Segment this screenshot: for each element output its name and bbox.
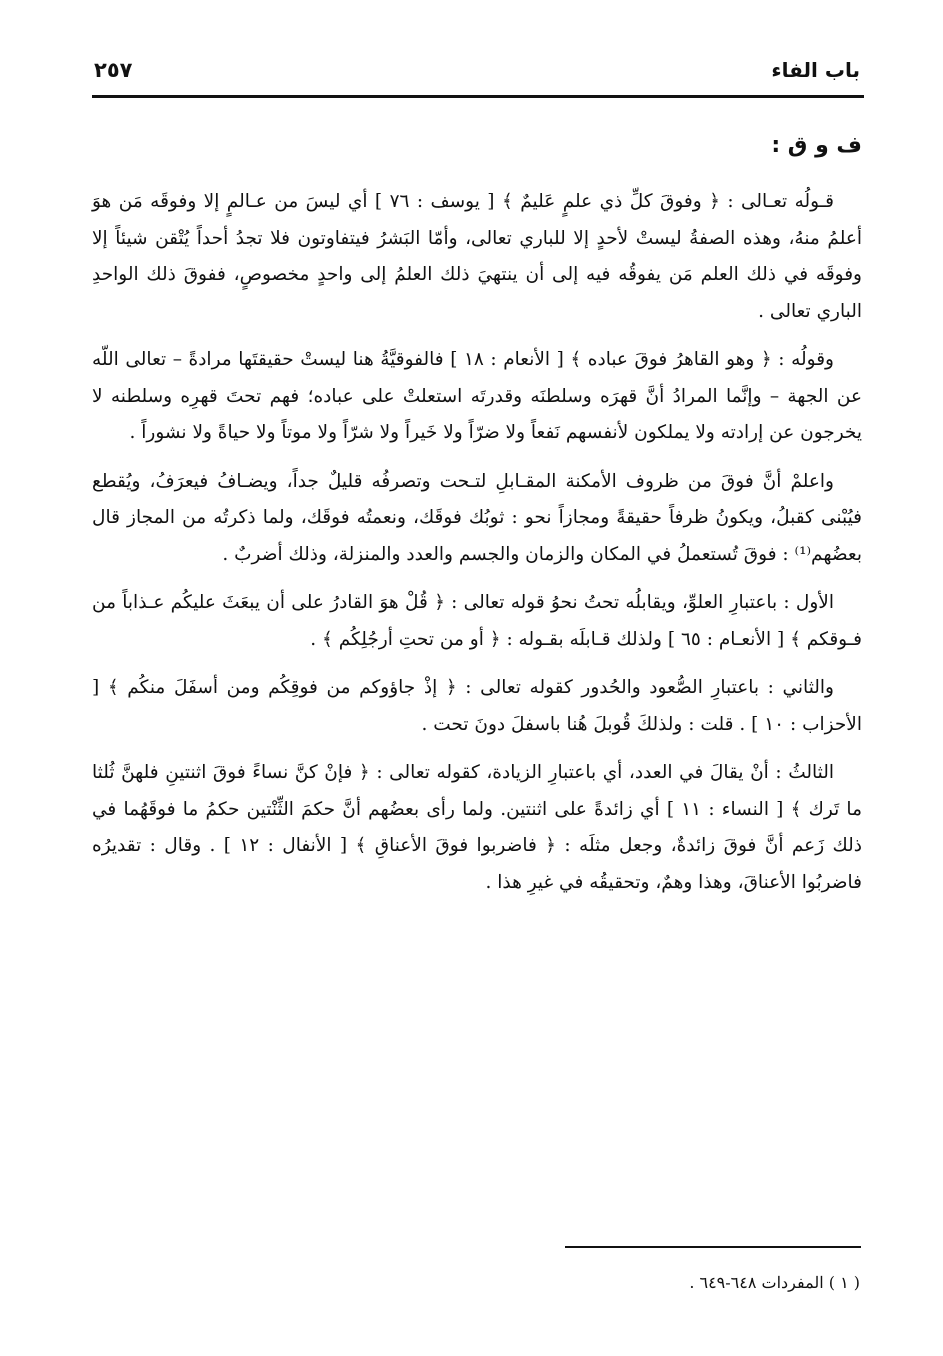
paragraph: قـولُه تعـالى : ﴿ وفوقَ كلِّ ذي علمٍ عَليمٌ ﴾ [ يوسف : ٧٦ ] أي ليسَ من عـالمٍ إلا وفوقَه مَن هوَ أعلمُ منهُ، وهذه الصفةُ ليستْ لأحدٍ إلا للباري تعالى، وأمّا البَشرُ فيتفاوتون فلا تجدُ أحداً يُتْقن شيئاً إلا وفوقَه في ذلك العلم مَن يفوقُه فيه إلى أن ينتهيَ ذلك العلمُ إلى واحدٍ مخصوصٍ، ففوقَ ذلك الواحدِ الباري تعالى . [92, 191, 862, 322]
footnote: ( ١ ) المفردات ٦٤٨-٦٤٩ . [689, 1273, 860, 1292]
page-header [92, 54, 862, 94]
chapter-title: باب الفاء [771, 58, 860, 82]
footnote-divider [565, 1246, 861, 1248]
paragraph: الثالثُ : أنْ يقالَ في العدد، أي باعتبارِ الزيادة، كقوله تعالى : ﴿ فإنْ كنَّ نساءً فوقَ اثنتينِ فلهنَّ ثُلثا ما تَرك ﴾ [ النساء : ١١ ] أي زائدةً على اثنتين. ولما رأى بعضُهم أنَّ حكمَ الثِّنْتين حكمُ ما فوقَهُما في ذلك زَعم أنَّ فوقَ زائدةٌ، وجعل مثلَه : ﴿ فاضربوا فوقَ الأعناقِ ﴾ [ الأنفال : ١٢ ] . وقال : تقديرُه فاضربُوا الأعناقَ، وهذا وهمٌ، وتحقيقُه في غيرِ هذا . [92, 762, 862, 893]
paragraph: والثاني : باعتبارِ الصُّعود والحُدور كقوله تعالى : ﴿ إذْ جاؤوكم من فوقِكُم ومن أسفَلَ منكُم ﴾ [ الأحزاب : ١٠ ] . قلت : ولذلكَ قُوبلَ هُنا باسفلَ دونَ تحت . [92, 677, 862, 735]
paragraph: واعلمْ أنَّ فوقَ من ظروف الأمكنة المقـابلِ لتـحت وتصرفُه قليلٌ جداً، ويضـافُ فيعرَفُ، ويُقطع فيُبْنى كقبلُ، ويكونُ ظرفاً حقيقةً ومجازاً نحو : ثوبُك فوقَك، ونعمتُه فوقَك، ولما ذكرتُه من المجاز قال بعضُهم⁽¹⁾ : فوقَ تُستعملُ في المكان والزمان والجسم والعدد والمنزلة، وذلك أضربٌ . [92, 470, 862, 565]
entry-heading: ف و ق : [771, 133, 862, 158]
page-number: ٢٥٧ [94, 58, 133, 82]
paragraph: الأول : باعتبارِ العلوِّ، ويقابلُه تحتُ نحوُ قوله تعالى : ﴿ قُلْ هوَ القادرُ على أن يبعَثَ عليكُم عـذاباً من فـوقكم ﴾ [ الأنعـام : ٦٥ ] ولذلك قـابلَه بقـوله : ﴿ أو من تحتِ أرجُلِكُم ﴾ . [92, 592, 862, 650]
header-divider [92, 95, 864, 98]
paragraph: وقولُه : ﴿ وهو القاهرُ فوقَ عباده ﴾ [ الأنعام : ١٨ ] فالفوقيَّةُ هنا ليستْ حقيقتَها مرادةً – تعالى اللّه عن الجهة – وإنَّما المرادُ أنَّ قهرَه وسلطنَه وقدرتَه استعلتْ على عباده؛ فهم تحتَ قهرِه وسلطنه لا يخرجون عن إرادته ولا يملكون لأنفسهم نَفعاً ولا ضرّاً ولا خَيراً ولا شرّاً ولا موتاً ولا حياةً ولا نشوراً . [92, 349, 862, 443]
main-text [92, 120, 862, 913]
